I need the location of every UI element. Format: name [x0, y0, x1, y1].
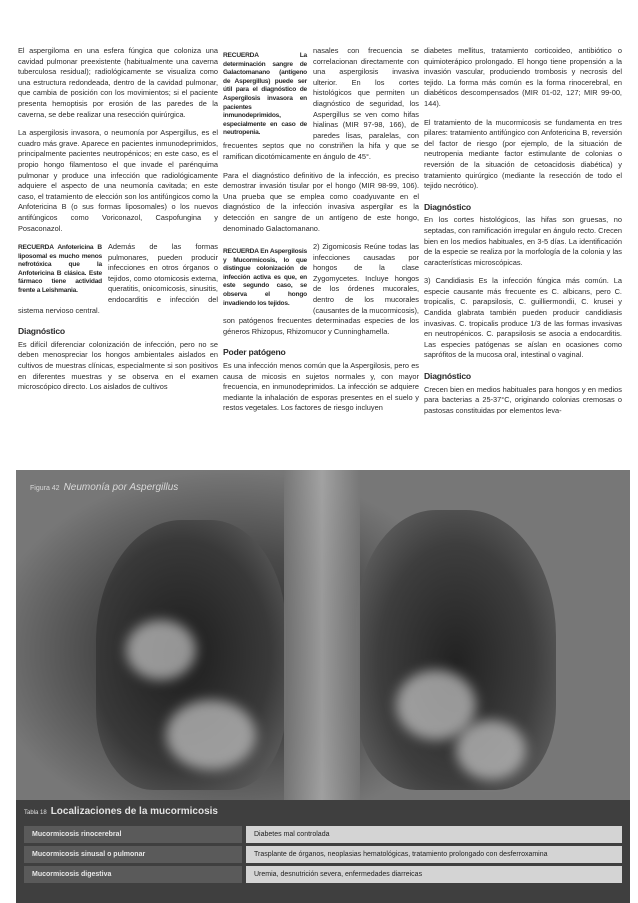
paragraph-tratamiento: El tratamiento de la mucormicosis se fundamenta en tres pilares: tratamiento antifúngico con Anfotericina B, reversión del factor de riesgo (por ejemplo, de la situación de neutropenia mediante factor estimulante de colonias o reversión de la situación de cetoacidosis diabética) y tratamiento quirúrgico (mediante la resección de todo el tejido necrótico).	[424, 117, 622, 191]
infiltrate-blot	[126, 620, 196, 680]
heading-diagnostico: Diagnóstico	[18, 326, 65, 337]
chest-xray-figure	[16, 470, 630, 800]
paragraph-diagnostico-candida: Crecen bien en medios habituales para hongos y en medios para bacterias a 25-37°C, originando colonias cremosas o pastosas constituidas por elementos leva-	[424, 384, 622, 415]
paragraph-aspergiloma: El aspergiloma en una esfera fúngica que coloniza una cavidad pulmonar preexistente (habitualmente una caverna tuberculosa residual); radiológicamente se visualiza como una estructura redondeada, dentro de la cavidad pulmonar, que cambia de posición con los movimientos; si el paciente presenta hemoptisis por erosión de las paredes de la caverna, se debe realizar una resección quirúrgica.	[18, 46, 218, 119]
paragraph-diagnostico-definitivo: Para el diagnóstico definitivo de la infección, es preciso demostrar invasión tisular por el hongo (MIR 98-99, 106). Una prueba que se emplea como coadyuvante en el diagnóstico de la infección invasiva aspergilar es la detección en sangre de un antígeno de este hongo, denominado Galactomanano.	[223, 170, 419, 233]
paragraph-diagnostico-mucor: En los cortes histológicos, las hifas son gruesas, no septadas, con ramificación irregular en ángulo recto. Crecen bien en los medios habituales, en 3-5 días. La identificación de la especie se realiza por la morfología de la colonia y las características microscópicas.	[424, 215, 622, 267]
table-row-label: Mucormicosis rinocerebral	[24, 826, 242, 843]
heading-diagnostico-mucor: Diagnóstico	[424, 201, 471, 212]
paragraph-zigomicosis: 2) Zigomicosis Reúne todas las infecciones causadas por hongos de la clase Zygomycetes. Incluye hongos de los órdenes mucorales, dentro de los mucorales (causantes de la mucormicosis), son patógenos frecuentes determinadas especies de los géneros Rhizopus, Rhizomucor y Cunninghamella.	[223, 242, 419, 336]
column-3	[424, 46, 622, 424]
table-row	[24, 826, 622, 843]
paragraph-poder-patogeno: Es una infección menos común que la Aspergilosis, pero es causa de micosis en sujetos normales y, con mayor frecuencia, en inmunodeprimidos. La infección se adquiere mediante la inhalación de esporas presentes en el suelo y restos vegetales. Los factores de riesgo incluyen	[223, 361, 419, 413]
table-caption	[24, 806, 218, 817]
figure-title: Neumonía por Aspergillus	[63, 482, 179, 493]
heading-diagnostico-candida: Diagnóstico	[424, 371, 471, 382]
infiltrate-blot	[166, 700, 256, 770]
table-row-value: Trasplante de órganos, neoplasias hematológicas, tratamiento prolongado con desferroxamina	[246, 846, 622, 863]
table-row-label: Mucormicosis digestiva	[24, 866, 242, 883]
table-row-value: Uremia, desnutrición severa, enfermedades diarreicas	[246, 866, 622, 883]
table-row-label: Mucormicosis sinusal o pulmonar	[24, 846, 242, 863]
paragraph-candidiasis: 3) Candidiasis Es la infección fúngica más común. La especie causante más frecuente es C. albicans, pero C. tropicalis, C. parapsilosis, C. guilliermondii, C. krusei y Candida glabrata también pueden producir candidiasis invasivas. C. tropicalis produce 1/3 de las formas invasivas en neutropénicos. C. parapsilosis se asocia a endocarditis. Las especies patógenas se aíslan en ocasiones como saprófitos de la mucosa oral, intestinal o vaginal.	[424, 276, 622, 360]
recuerda-note-anfotericina: RECUERDA Anfotericina B liposomal es mucho menos nefrotóxica que la Anfotericina B clásica. Este fármaco tiene actividad frente a Leishmania.	[18, 244, 102, 295]
paragraph-cortes-histologicos: nasales con frecuencia se correlacionan directamente con una aspergilosis invasiva ulterior. En los cortes histológicos que permiten un diagnóstico de seguridad, los Aspergillus se ven como hifas hialinas (MIR 97-98, 166), de paredes lisas, paralelas, con frecuentes septos que no constriñen la hifa y que se ramifican dicotómicamente en ángulo de 45°.	[223, 46, 419, 161]
infiltrate-blot	[456, 720, 526, 780]
table-row	[24, 866, 622, 883]
table-row-value: Diabetes mal controlada	[246, 826, 622, 843]
paragraph-factores-riesgo: diabetes mellitus, tratamiento corticoideo, antibiótico o quimioterápico prolongado. El hongo tiene propensión a la invasión vascular, produciendo trombosis y necrosis del tejido. La forma más común es la forma rinocerebral, en diabéticos descompensados (MIR 01-02, 127; MIR 99-00, 144).	[424, 46, 622, 108]
mediastinum-shadow	[284, 470, 360, 800]
table-row	[24, 846, 622, 863]
recuerda-note-colonizacion: RECUERDA En Aspergilosis y Mucormicosis, lo que distingue colonización de infección activa es que, en este segundo caso, se observa el hongo invadiendo los tejidos.	[223, 248, 307, 307]
mucormicosis-table	[16, 800, 630, 903]
paragraph-aspergilosis-invasora: La aspergilosis invasora, o neumonía por Aspergillus, es el cuadro más grave. Aparece en pacientes inmunodeprimidos, principalmente pacientes neutropénicos; en este caso, es el propio hongo filamentoso el que invade el parénquima pulmonar y produce una infección que radiológicamente adquiere el aspecto de una neumonía cavitada; en este caso, el tratamiento de elección son los antifúngicos como la Anfotericina B (o sus formas liposomales) o los nuevos antifúngicos como Voriconazol, Caspofungina y Posaconazol.	[18, 128, 218, 233]
table-number: Tabla 18	[24, 810, 47, 816]
paragraph-otras-formas: Además de las formas pulmonares, pueden producir infecciones en otros órganos o tejidos, como otomicosis externa, queratitis, onicomicosis, sinusitis, endocarditis e infección del sistema nervioso central.	[18, 242, 218, 315]
column-1	[18, 46, 218, 401]
figure-caption	[30, 482, 178, 493]
figure-number: Figura 42	[30, 485, 60, 492]
paragraph-diagnostico: Es difícil diferenciar colonización de infección, pero no se deben menospreciar los hongos ambientales aislados en cultivos de muestras clínicas, especialmente si son positivos en diferentes muestras y se observa en el examen microscópico directo. Los aislados de cultivos	[18, 339, 218, 392]
heading-poder-patogeno: Poder patógeno	[223, 347, 286, 358]
recuerda-note-galactomanano: RECUERDA La determinación sangre de Galactomanano (antígeno de Aspergillus) puede ser útil para el diagnóstico de Aspergilosis invasora en pacientes inmunodeprimidos, especialmente en caso de neutropenia.	[223, 52, 307, 137]
table-title: Localizaciones de la mucormicosis	[50, 806, 218, 817]
column-2	[223, 46, 419, 422]
